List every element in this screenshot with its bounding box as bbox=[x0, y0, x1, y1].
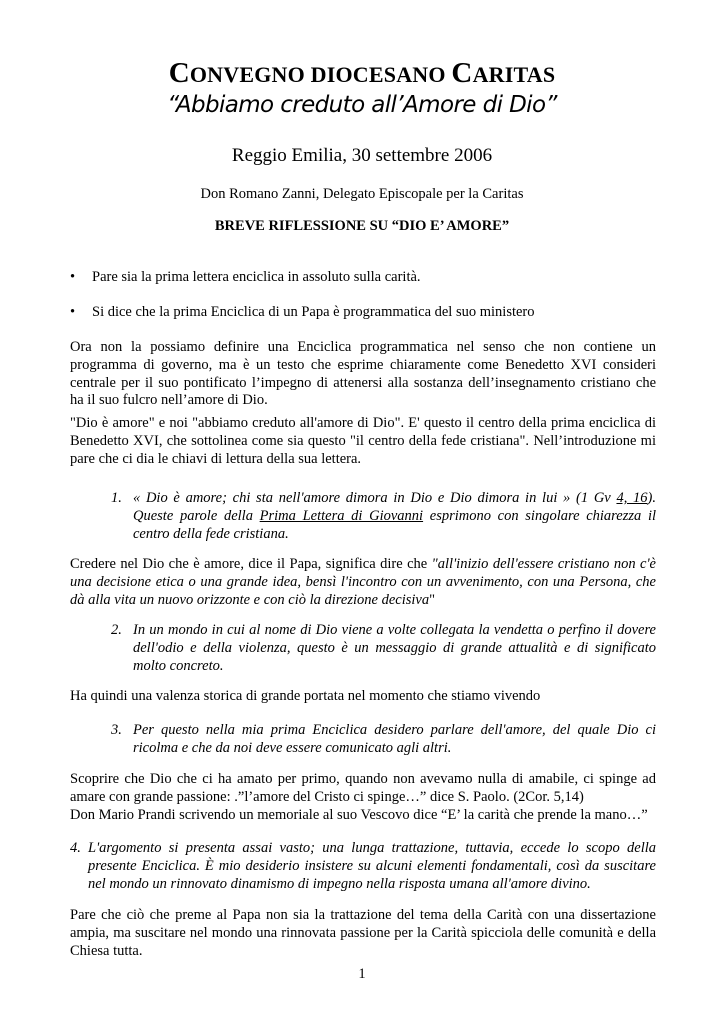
paragraph: Credere nel Dio che è amore, dice il Papa, significa dire che "all'inizio dell'essere cristiano non c'è una decisione etica o una grande idea, bensì l'incontro con un avvenimento, con una Persona, che dà alla vita un nuovo orizzonte e con ciò la direzione decisiva" bbox=[70, 556, 656, 608]
paragraph: Ha quindi una valenza storica di grande portata nel momento che stiamo vivendo bbox=[70, 688, 541, 704]
paragraph: Scoprire che Dio che ci ha amato per primo, quando non avevamo nulla di amabile, ci spinge ad amare con grande passione: .”l’amore del Cristo ci spinge…” dice S. Paolo. (2Cor. 5,14) Don Mario Prandi scrivendo un memoriale al suo Vescovo dice “E’ la carità che prende la mano…” bbox=[70, 771, 656, 823]
scripture-link: Prima Lettera di Giovanni bbox=[259, 507, 424, 524]
document-subtitle: “Abbiamo creduto all’Amore di Dio” bbox=[167, 92, 557, 118]
author-line: Don Romano Zanni, Delegato Episcopale per la Caritas bbox=[200, 186, 524, 202]
numbered-quote: 4. L'argomento si presenta assai vasto; una lunga trattazione, tuttavia, eccede lo scopo della presente Enciclica. È mio desiderio insistere su alcuni elementi fondamentali, così da suscitare nel mondo un rinnovato dinamismo di impegno nella risposta umana all'amore divino. bbox=[70, 840, 656, 892]
document-page: CONVEGNO DIOCESANO CARITAS “Abbiamo creduto all’Amore di Dio” Reggio Emilia, 30 settembre 2006 Don Romano Zanni, Delegato Episcopale per la Caritas BREVE RIFLESSIONE SU “DIO E’ AMORE” • Pare sia la prima lettera enciclica in assoluto sulla carità. • Si dice che la prima Enciclica di un Papa è programmatica del suo ministero Ora non la possiamo definire una Enciclica programmatica nel senso che non contiene un programma di governo, ma è un testo che esprime chiaramente come Benedetto XVI consideri centrale per il suo pontificato l’impegno di attenersi alla sostanza dell’insegnamento cristiano che ha il suo fulcro nell’amore di Dio. "Dio è amore" e noi "abbiamo creduto all'amore di Dio". E' questo il centro della prima enciclica di Benedetto XVI, che sottolinea come sia questo "il centro della fede cristiana". Nell’introduzione mi pare che ci dia le chiavi di lettura della sua lettera. 1. « Dio è amore; chi sta nell'amore dimora in Dio e Dio dimora in lui » (1 Gv 4, 16). Queste parole della Prima Lettera di Giovanni esprimono con singolare chiarezza il centro della fede cristiana. Credere nel Dio che è amore, dice il Papa, significa dire che "all'inizio dell'essere cristiano non c'è una decisione etica o una grande idea, bensì l'incontro con un avvenimento, con una Persona, che dà alla vita un nuovo orizzonte e con ciò la direzione decisiva" 2. In un mondo in cui al nome di Dio viene a volte collegata la vendetta o perfino il dovere dell'odio e della violenza, questo è un messaggio di grande attualità e di significato molto concreto. Ha quindi una valenza storica di grande portata nel momento che stiamo vivendo 3. Per questo nella mia prima Enciclica desidero parlare dell'amore, del quale Dio ci ricolma e che da noi deve essere comunicato agli altri. Scoprire che Dio che ci ha amato per primo, quando non avevamo nulla di amabile, ci spinge ad amare con grande passione: .”l’amore del Cristo ci spinge…” dice S. Paolo. (2Cor. 5,14) Don Mario Prandi scrivendo un memoriale al suo Vescovo dice “E’ la carità che prende la mano…” 4. L'argomento si presenta assai vasto; una lunga trattazione, tuttavia, eccede lo scopo della presente Enciclica. È mio desiderio insistere su alcuni elementi fondamentali, così da suscitare nel mondo un rinnovato dinamismo di impegno nella risposta umana all'amore divino. Pare che ciò che preme al Papa non sia la trattazione del tema della Carità con una dissertazione ampia, ma suscitare nel mondo una rinnovata passione per la Carità spicciola delle comunità e della Chiesa tutta. 1 bbox=[0, 0, 724, 1024]
paragraph: Pare che ciò che preme al Papa non sia la trattazione del tema della Carità con una dissertazione ampia, ma suscitare nel mondo una rinnovata passione per la Carità spicciola delle comunità e della Chiesa tutta. bbox=[70, 907, 656, 959]
page-number: 1 bbox=[358, 966, 366, 982]
paragraph: "Dio è amore" e noi "abbiamo creduto all'amore di Dio". E' questo il centro della prima enciclica di Benedetto XVI, che sottolinea come sia questo "il centro della fede cristiana". Nell’introduzione mi pare che ci dia le chiavi di lettura della sua lettera. bbox=[70, 415, 656, 467]
numbered-quote: 1. « Dio è amore; chi sta nell'amore dimora in Dio e Dio dimora in lui » (1 Gv 4, 16). Queste parole della Prima Lettera di Giovanni esprimono con singolare chiarezza il centro della fede cristiana. bbox=[111, 490, 657, 542]
section-heading: BREVE RIFLESSIONE SU “DIO E’ AMORE” bbox=[214, 218, 510, 234]
place-date: Reggio Emilia, 30 settembre 2006 bbox=[231, 145, 493, 166]
numbered-quote: 2. In un mondo in cui al nome di Dio viene a volte collegata la vendetta o perfino il dovere dell'odio e della violenza, questo è un messaggio di grande attualità e di significato molto concreto. bbox=[111, 622, 656, 674]
paragraph: Ora non la possiamo definire una Enciclica programmatica nel senso che non contiene un programma di governo, ma è un testo che esprime chiaramente come Benedetto XVI consideri centrale per il suo pontificato l’impegno di attenersi alla sostanza dell’insegnamento cristiano che ha il suo fulcro nell’amore di Dio. bbox=[70, 339, 656, 409]
document-title: CONVEGNO DIOCESANO CARITAS bbox=[168, 57, 556, 89]
numbered-quote: 3. Per questo nella mia prima Enciclica desidero parlare dell'amore, del quale Dio ci ricolma e che da noi deve essere comunicato agli altri. bbox=[111, 722, 656, 756]
